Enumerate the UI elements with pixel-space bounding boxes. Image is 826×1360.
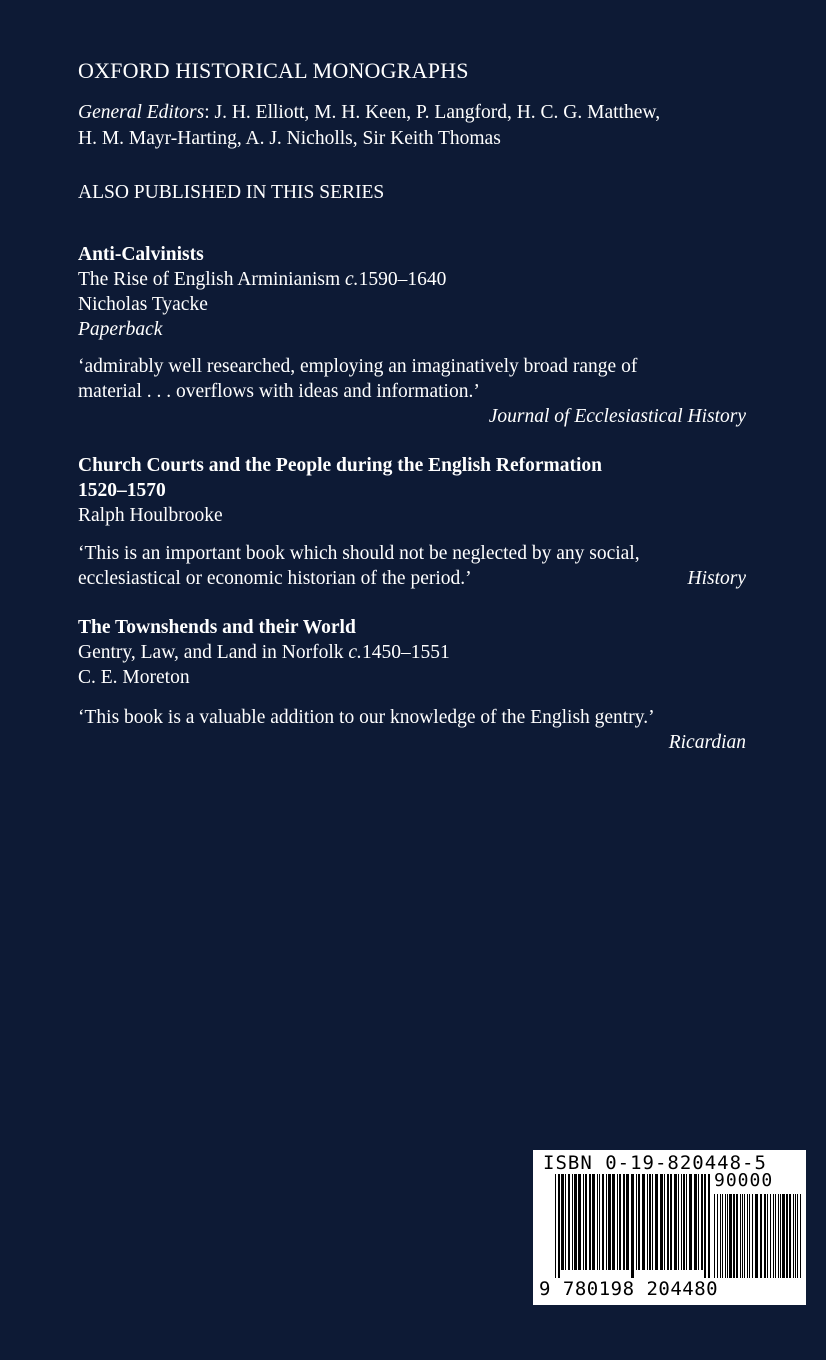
barcode-bar xyxy=(664,1174,665,1270)
barcode-bar xyxy=(674,1174,677,1270)
book-title: Anti-Calvinists xyxy=(78,244,204,265)
barcode-bar xyxy=(585,1174,587,1270)
book-subtitle: Gentry, Law, and Land in Norfolk c.1450–1551 xyxy=(78,642,450,663)
barcode-bar xyxy=(683,1174,685,1270)
quote-source: Ricardian xyxy=(668,732,746,753)
quote-line: ‘This book is a valuable addition to our knowledge of the English gentry.’ xyxy=(78,707,655,728)
barcode-bar xyxy=(647,1174,648,1270)
barcode-bar xyxy=(555,1174,556,1278)
barcode-bar xyxy=(568,1174,570,1270)
barcode-bar xyxy=(660,1174,663,1270)
barcode-bar xyxy=(770,1194,771,1278)
quote-line: material . . . overflows with ideas and information.’ xyxy=(78,381,480,402)
addon-digits: 90000 xyxy=(714,1170,774,1191)
barcode-bar xyxy=(729,1194,732,1278)
book-entry-anti-calvinists xyxy=(78,242,746,342)
barcode-bar xyxy=(704,1174,706,1278)
barcode-bar xyxy=(597,1174,598,1270)
barcode-bar xyxy=(602,1174,604,1270)
editors-line2: H. M. Mayr-Harting, A. J. Nicholls, Sir Keith Thomas xyxy=(78,128,501,149)
book-author: Nicholas Tyacke xyxy=(78,294,208,315)
quote-source: History xyxy=(687,568,746,589)
barcode-bar xyxy=(736,1194,738,1278)
review-quote-1 xyxy=(78,354,746,429)
barcode-bar xyxy=(795,1194,796,1278)
barcode-bar xyxy=(789,1194,791,1278)
review-quote-2 xyxy=(78,541,746,591)
barcode-bar xyxy=(649,1174,651,1270)
barcode-bar xyxy=(752,1194,753,1278)
barcode-bar xyxy=(572,1174,573,1270)
barcode-bar xyxy=(755,1194,758,1278)
general-editors xyxy=(78,100,758,152)
barcode-bar xyxy=(608,1174,611,1270)
series-title: OXFORD HISTORICAL MONOGRAPHS xyxy=(78,58,469,83)
barcode-bar xyxy=(565,1174,566,1270)
book-format: Paperback xyxy=(78,319,163,340)
barcode-bar xyxy=(612,1174,615,1270)
barcode-bar xyxy=(725,1194,726,1278)
barcode-bar xyxy=(714,1194,715,1278)
barcode-bar xyxy=(574,1174,577,1270)
barcode-bar xyxy=(727,1194,728,1278)
barcode-bar xyxy=(678,1174,679,1270)
barcode-bar xyxy=(782,1194,785,1278)
quote-source: Journal of Ecclesiastical History xyxy=(488,406,746,427)
barcode-bar xyxy=(780,1194,781,1278)
barcode-bar xyxy=(670,1174,672,1270)
editors-line1: : J. H. Elliott, M. H. Keen, P. Langford, H. C. G. Matthew, xyxy=(204,102,661,123)
barcode-bar xyxy=(720,1194,721,1278)
barcode-bar xyxy=(655,1174,658,1270)
barcode-bar xyxy=(786,1194,788,1278)
barcode-bar xyxy=(773,1194,774,1278)
barcode-bar xyxy=(800,1194,801,1278)
book-subtitle: The Rise of English Arminianism c.1590–1640 xyxy=(78,269,447,290)
quote-line: ‘admirably well researched, employing an imaginatively broad range of xyxy=(78,356,638,377)
barcode-bar xyxy=(606,1174,607,1270)
barcode-bar xyxy=(638,1174,640,1270)
barcode-bar xyxy=(793,1194,794,1278)
barcode-bar xyxy=(583,1174,584,1270)
barcode-bar xyxy=(681,1174,682,1270)
barcode-bar xyxy=(717,1194,718,1278)
barcode-bar xyxy=(764,1194,766,1278)
barcode-bar xyxy=(760,1194,762,1278)
barcode-bar xyxy=(636,1174,637,1270)
book-author: Ralph Houlbrooke xyxy=(78,505,223,526)
addon-barcode-bars xyxy=(714,1194,802,1278)
book-author: C. E. Moreton xyxy=(78,667,190,688)
barcode-bar xyxy=(775,1194,776,1278)
book-title-dates: 1520–1570 xyxy=(78,480,166,501)
barcode-bar xyxy=(619,1174,621,1270)
isbn-barcode xyxy=(533,1150,806,1305)
barcode-bar xyxy=(686,1174,687,1270)
also-published-heading: ALSO PUBLISHED IN THIS SERIES xyxy=(78,182,385,203)
barcode-bar xyxy=(797,1194,798,1278)
barcode-bar xyxy=(749,1194,750,1278)
barcode-bar xyxy=(701,1174,703,1270)
barcode-bar xyxy=(744,1194,745,1278)
ean-barcode-bars xyxy=(555,1174,710,1278)
book-title: The Townshends and their World xyxy=(78,617,356,638)
book-entry-church-courts xyxy=(78,453,746,528)
barcode-bar xyxy=(642,1174,645,1270)
barcode-bar xyxy=(592,1174,595,1270)
editors-label: General Editors xyxy=(78,102,205,123)
book-entry-townshends xyxy=(78,615,746,690)
barcode-bar xyxy=(623,1174,625,1270)
barcode-bar xyxy=(631,1174,634,1278)
barcode-bar xyxy=(742,1194,743,1278)
barcode-bar xyxy=(558,1174,560,1278)
quote-line: ‘This is an important book which should not be neglected by any social, xyxy=(78,543,640,564)
barcode-bar xyxy=(698,1174,699,1270)
ean-digits: 9 780198 204480 xyxy=(539,1278,719,1300)
barcode-bar xyxy=(708,1174,710,1278)
barcode-bar xyxy=(689,1174,692,1270)
quote-line-with-source: ecclesiastical or economic historian of the period.’ History xyxy=(78,568,746,589)
barcode-bar xyxy=(740,1194,741,1278)
barcode-bar xyxy=(626,1174,629,1270)
barcode-bar xyxy=(589,1174,591,1270)
barcode-bar xyxy=(694,1174,697,1270)
barcode-bar xyxy=(652,1174,653,1270)
book-title: Church Courts and the People during the English Reformation xyxy=(78,455,603,476)
barcode-bar xyxy=(778,1194,779,1278)
review-quote-3 xyxy=(78,705,746,755)
barcode-bar xyxy=(561,1174,564,1270)
barcode-bar xyxy=(747,1194,748,1278)
barcode-bar xyxy=(767,1194,768,1278)
barcode-bar xyxy=(667,1174,669,1270)
barcode-bar xyxy=(722,1194,723,1278)
isbn-text: ISBN 0-19-820448-5 xyxy=(543,1152,767,1174)
barcode-bar xyxy=(578,1174,581,1270)
barcode-bar xyxy=(617,1174,618,1270)
barcode-bar xyxy=(733,1194,735,1278)
barcode-bar xyxy=(599,1174,600,1270)
